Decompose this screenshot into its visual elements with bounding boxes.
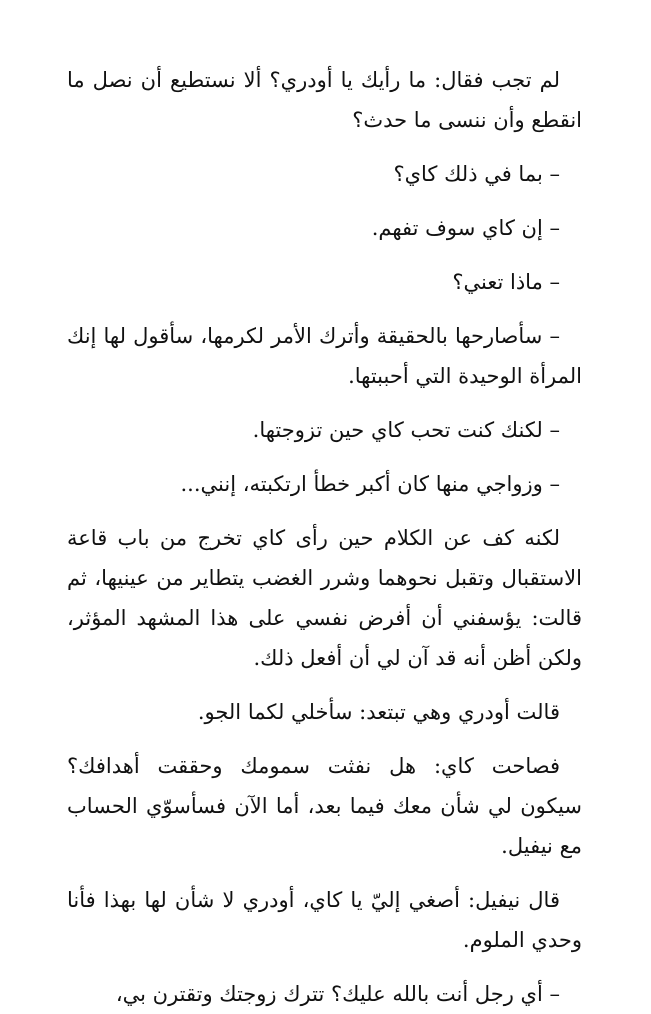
dialogue-line-3: – ماذا تعني؟ <box>452 270 560 294</box>
dialogue-line-4: – سأصارحها بالحقيقة وأترك الأمر لكرمها، سأقول لها إنك المرأة الوحيدة التي أحببتها. <box>67 324 582 388</box>
paragraph-2: لكنه كف عن الكلام حين رأى كاي تخرج من باب قاعة الاستقبال وتقبل نحوهما وشرر الغضب يتطاير من عينيها، ثم قالت: يؤسفني أن أفرض نفسي على هذا المشهد المؤثر، ولكن أظن أنه قد آن لي أن أفعل ذلك. <box>67 526 582 670</box>
paragraph-3: قالت أودري وهي تبتعد: سأخلي لكما الجو. <box>197 700 560 724</box>
paragraph-4: فصاحت كاي: هل نفثت سمومك وحققت أهدافك؟ سيكون لي شأن معك فيما بعد، أما الآن فسأسوّي الحساب مع نيفيل. <box>67 754 582 858</box>
dialogue-line-5: – لكنك كنت تحب كاي حين تزوجتها. <box>252 418 560 442</box>
dialogue-line-1: – بما في ذلك كاي؟ <box>393 162 560 186</box>
paragraph-5: قال نيفيل: أصغي إليّ يا كاي، أودري لا شأن لها بهذا فأنا وحدي الملوم. <box>67 888 582 952</box>
paragraph-1: لم تجب فقال: ما رأيك يا أودري؟ ألا نستطيع أن نصل ما انقطع وأن ننسى ما حدث؟ <box>67 68 582 132</box>
dialogue-line-6: – وزواجي منها كان أكبر خطأ ارتكبته، إنني... <box>180 472 560 496</box>
dialogue-line-7: – أي رجل أنت بالله عليك؟ تترك زوجتك وتقترن بي، <box>115 982 560 1006</box>
dialogue-line-2: – إن كاي سوف تفهم. <box>371 216 560 240</box>
